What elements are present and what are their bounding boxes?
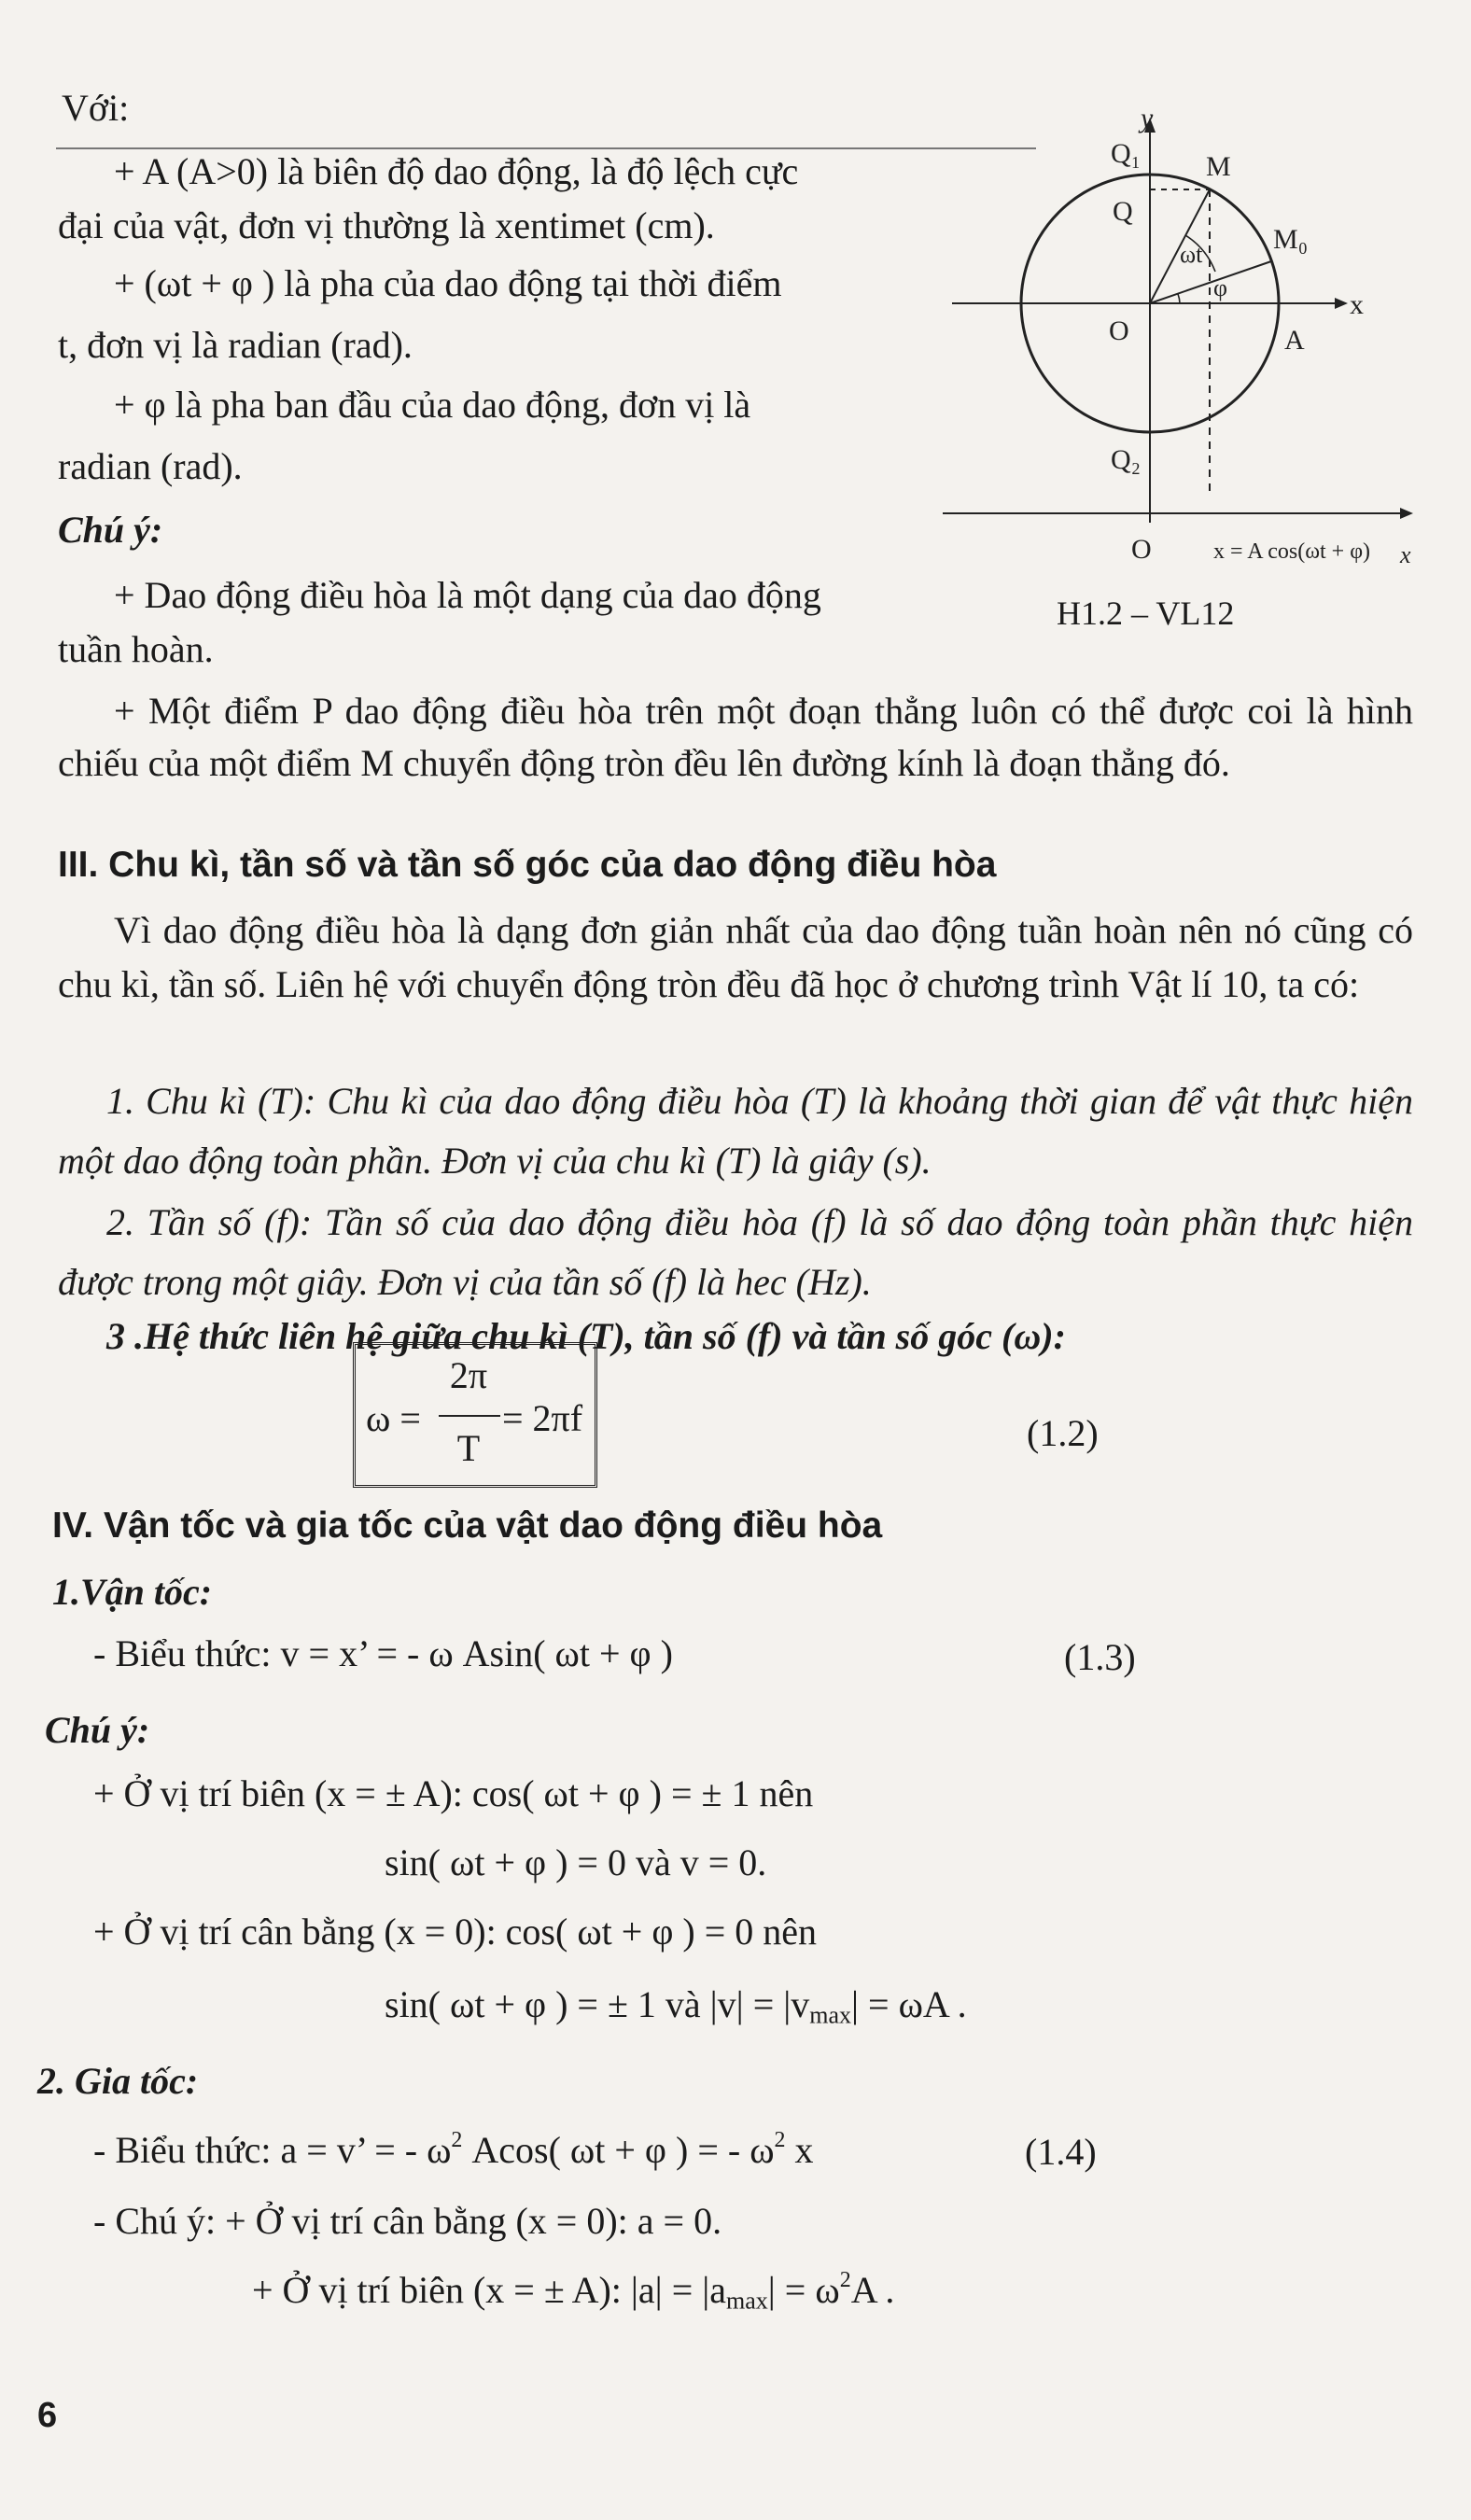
label-m0: M₀ (1273, 224, 1309, 255)
vmax-subscript: max (809, 2001, 852, 2029)
phase-line-2: t, đơn vị là radian (rad). (58, 324, 413, 366)
velocity-note-title: Chú ý: (45, 1709, 150, 1751)
initial-phase-line-1: + φ là pha ban đầu của dao động, đơn vị là (114, 384, 751, 426)
omega-squared-2: 2 (774, 2128, 786, 2153)
phi-arc (1178, 294, 1180, 303)
acceleration-note-line-2 (252, 2268, 894, 2313)
acceleration-expr-a: - Biểu thức: a = v’ = - ω (93, 2129, 452, 2171)
section-3-title: III. Chu kì, tần số và tần số góc của dao động điều hòa (58, 845, 997, 885)
frequency-definition: 2. Tần số (f): Tần số của dao động điều hòa (f) là số dao động toàn phần thực hiện được trong một giây. Đơn vị của tần số (f) là hec (Hz). (58, 1201, 1413, 1303)
label-a: A (1284, 325, 1305, 356)
acceleration-formula-number: (1.4) (1025, 2131, 1097, 2173)
label-y: y (1141, 103, 1154, 133)
omega-squared-3: 2 (839, 2268, 851, 2293)
label-q2: Q₂ (1111, 444, 1142, 475)
acceleration-title: 2. Gia tốc: (37, 2060, 199, 2102)
note-1-title: Chú ý: (58, 509, 163, 551)
formula-rhs: = 2πf (502, 1397, 583, 1439)
unit-circle-figure (933, 103, 1437, 579)
formula-numerator: 2π (449, 1354, 488, 1396)
formula-fraction-bar (439, 1415, 500, 1417)
velocity-formula-number: (1.3) (1064, 1636, 1136, 1678)
label-m: M (1206, 151, 1231, 182)
intro-heading: Với: (62, 87, 130, 129)
acceleration-note-line-1: - Chú ý: + Ở vị trí cân bằng (x = 0): a = 0. (93, 2200, 722, 2242)
acceleration-note-text-c: A . (850, 2269, 895, 2311)
label-phi: φ (1213, 274, 1228, 301)
figure-caption: H1.2 – VL12 (1057, 595, 1235, 632)
label-x-expression: x = A cos(ωt + φ) (1213, 539, 1371, 564)
page-number: 6 (37, 2396, 58, 2435)
period-definition: 1. Chu kì (T): Chu kì của dao động điều hòa (T) là khoảng thời gian để vật thực hiện một dao động toàn phần. Đơn vị của chu kì (T) là giây (s). (58, 1080, 1413, 1182)
label-bottom-o: O (1131, 534, 1152, 565)
acceleration-note-text-b: | = ω (767, 2269, 840, 2311)
label-q1: Q₁ (1111, 138, 1142, 169)
formula-lhs: ω = (366, 1397, 421, 1439)
velocity-note-1-line-1: + Ở vị trí biên (x = ± A): cos( ωt + φ ) = ± 1 nên (93, 1772, 814, 1814)
note-1-item-1-line-1: + Dao động điều hòa là một dạng của dao động (114, 574, 821, 616)
formula-denominator: T (456, 1427, 481, 1469)
omega-squared-1: 2 (451, 2128, 463, 2153)
bottom-axis-arrow (1400, 508, 1413, 519)
velocity-note-2-line-2 (385, 1982, 967, 2027)
velocity-note-1-line-2: sin( ωt + φ ) = 0 và v = 0. (385, 1841, 767, 1883)
velocity-expression: - Biểu thức: v = x’ = - ω Asin( ωt + φ ) (93, 1632, 673, 1674)
label-omega-t: ωt (1180, 241, 1203, 268)
initial-phase-line-2: radian (rad). (58, 445, 243, 487)
relation-heading: 3 .Hệ thức liên hệ giữa chu kì (T), tần số (f) và tần số góc (ω): (106, 1315, 1066, 1357)
x-axis-arrow (1335, 298, 1348, 309)
amax-subscript: max (726, 2287, 768, 2315)
acceleration-expr-c: x (785, 2129, 814, 2171)
velocity-note-2-text-b: | = ωA . (851, 1983, 967, 2025)
label-o: O (1109, 315, 1129, 346)
amplitude-line-1: + A (A>0) là biên độ dao động, là độ lệch cực (114, 150, 799, 192)
velocity-note-2-line-1: + Ở vị trí cân bằng (x = 0): cos( ωt + φ ) = 0 nên (93, 1911, 818, 1953)
acceleration-note-text-a: + Ở vị trí biên (x = ± A): |a| = |a (252, 2269, 727, 2311)
acceleration-expression (93, 2128, 814, 2173)
velocity-title: 1.Vận tốc: (52, 1571, 213, 1613)
amplitude-line-2: đại của vật, đơn vị thường là xentimet (cm). (58, 204, 715, 246)
acceleration-expr-b: Acos( ωt + φ ) = - ω (462, 2129, 775, 2171)
note-1-item-1-line-2: tuần hoàn. (58, 628, 214, 670)
formula-number-1-2: (1.2) (1027, 1412, 1099, 1454)
label-x: x (1350, 289, 1364, 320)
label-q: Q (1113, 196, 1133, 227)
velocity-note-2-text-a: sin( ωt + φ ) = ± 1 và |v| = |v (385, 1983, 810, 2025)
section-3-intro: Vì dao động điều hòa là dạng đơn giản nhất của dao động tuần hoàn nên nó cũng có chu kì, tần số. Liên hệ với chuyển động tròn đều đã học ở chương trình Vật lí 10, ta có: (58, 909, 1413, 1005)
section-4-title: IV. Vận tốc và gia tốc của vật dao động điều hòa (52, 1505, 883, 1546)
label-bottom-x: x (1400, 541, 1411, 568)
phase-line-1: + (ωt + φ ) là pha của dao động tại thời điểm (114, 262, 782, 304)
note-1-item-2: + Một điểm P dao động điều hòa trên một đoạn thẳng luôn có thể được coi là hình chiếu của một điểm M chuyển động tròn đều lên đường kính là đoạn thẳng đó. (58, 690, 1413, 784)
